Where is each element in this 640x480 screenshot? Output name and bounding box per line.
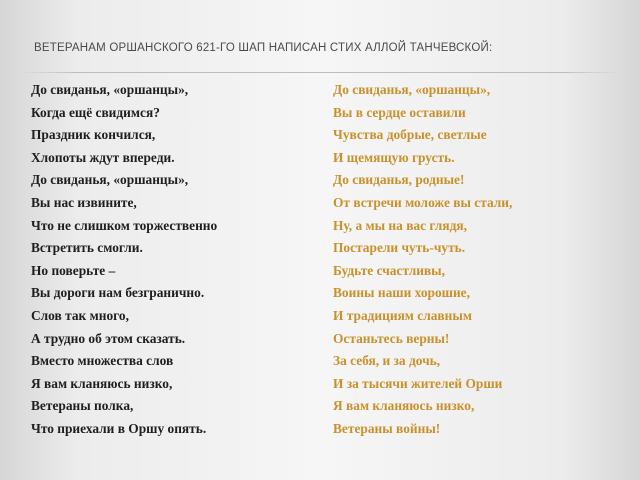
poem-line: Что приехали в Оршу опять. (31, 420, 207, 436)
poem-line: Слов так много, (31, 307, 129, 323)
poem-line: Я вам кланяюсь низко, (333, 398, 475, 414)
poem-line: Ветераны полка, (31, 398, 134, 414)
poem-line: До свиданья, «оршанцы», (333, 82, 491, 97)
poem-line: Встретить смогли. (31, 240, 143, 256)
poem-line: Ну, а мы на вас глядя, (333, 217, 467, 233)
poem-line: Но поверьте – (31, 262, 116, 278)
poem-line: Хлопоты ждут впереди. (31, 149, 175, 165)
poem-left-column (31, 79, 217, 441)
poem-line: Чувства добрые, светлые (333, 127, 487, 143)
poem-line: За себя, и за дочь, (333, 353, 441, 369)
poem-line: Вы в сердце оставили (333, 104, 466, 120)
poem-line: Воины наши хорошие, (333, 285, 470, 301)
poem-line: Будьте счастливы, (333, 262, 445, 278)
poem-line: И щемящую грусть. (333, 149, 455, 165)
poem-line: А трудно об этом сказать. (31, 330, 186, 346)
poem-line: И за тысячи жителей Орши (333, 375, 503, 391)
poem-line: Праздник кончился, (31, 127, 156, 143)
title-divider (18, 72, 622, 73)
poem-line: Вместо множества слов (31, 353, 174, 369)
poem-right-column (333, 79, 512, 441)
poem-line: И традициям славным (333, 307, 472, 323)
poem-line: До свиданья, «оршанцы», (31, 172, 189, 188)
poem-line: Вы нас извините, (31, 194, 137, 210)
poem-line: До свиданья, «оршанцы», (31, 82, 189, 97)
poem-line: Когда ещё свидимся? (31, 104, 160, 120)
slide-title: ВЕТЕРАНАМ ОРШАНСКОГО 621-ГО ШАП НАПИСАН СТИХ АЛЛОЙ ТАНЧЕВСКОЙ: (34, 42, 493, 54)
poem-line: До свиданья, родные! (333, 172, 465, 188)
poem-line: Вы дороги нам безгранично. (31, 285, 205, 301)
poem-line: От встречи моложе вы стали, (333, 194, 513, 210)
poem-line: Останьтесь верны! (333, 330, 450, 346)
poem-line: Постарели чуть-чуть. (333, 240, 466, 256)
poem-line: Ветераны войны! (333, 420, 441, 436)
poem-line: Я вам кланяюсь низко, (31, 375, 173, 391)
poem-line: Что не слишком торжественно (31, 217, 218, 233)
